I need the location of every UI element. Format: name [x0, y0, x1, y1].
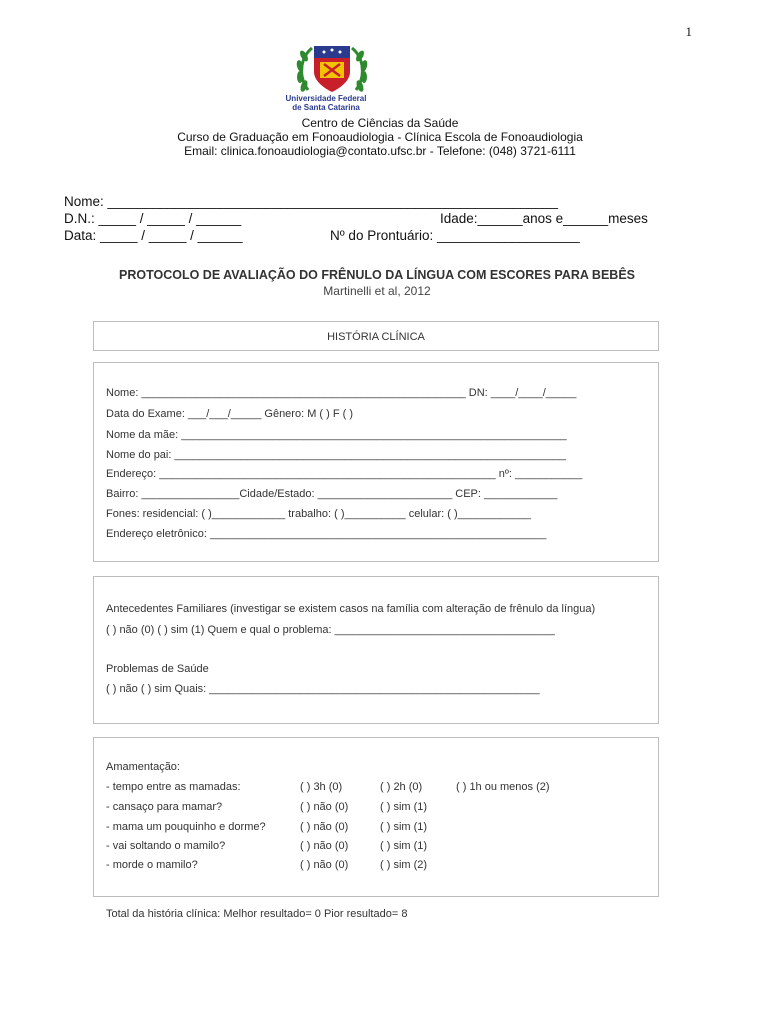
family-antecedents-label: Antecedentes Familiares (investigar se existem casos na família com alteração de frênulo da língua) — [106, 603, 596, 615]
option-3[interactable]: ( ) 1h ou menos (2) — [456, 781, 550, 793]
header-line-3: Email: clinica.fonoaudiologia@contato.ufsc.br - Telefone: (048) 3721-6111 — [184, 144, 576, 158]
option-2[interactable]: ( ) sim (1) — [380, 821, 428, 833]
clinical-history-header — [93, 321, 659, 351]
breastfeeding-heading: Amamentação: — [106, 761, 180, 773]
question: - mama um pouquinho e dorme? — [106, 821, 266, 833]
option-2[interactable]: ( ) sim (2) — [380, 859, 428, 871]
question: - tempo entre as mamadas: — [106, 781, 241, 793]
header-line-2: Curso de Graduação em Fonoaudiologia - Clínica Escola de Fonoaudiologia — [177, 130, 583, 144]
option-2[interactable]: ( ) 2h (0) — [380, 781, 423, 793]
patient-date-field[interactable]: Data: _____ / _____ / ______ — [64, 228, 243, 243]
option-2[interactable]: ( ) sim (1) — [380, 840, 428, 852]
question: - vai soltando o mamilo? — [106, 840, 226, 852]
header-line-1: Centro de Ciências da Saúde — [301, 116, 459, 130]
family-antecedents-options[interactable]: ( ) não (0) ( ) sim (1) Quem e qual o problema: ____________________________________ — [106, 624, 555, 636]
university-name-line2: de Santa Catarina — [292, 103, 360, 112]
health-problems-options[interactable]: ( ) não ( ) sim Quais: ______________________________________________________ — [106, 683, 540, 695]
id-line-name[interactable]: Nome: _____________________________________________________ DN: ____/____/_____ — [106, 387, 577, 399]
option-1[interactable]: ( ) não (0) — [300, 859, 349, 871]
patient-name-field[interactable]: Nome: ____________________________________________________________ — [64, 194, 558, 209]
id-line-mother[interactable]: Nome da mãe: _______________________________________________________________ — [106, 429, 567, 441]
id-line-father[interactable]: Nome do pai: ________________________________________________________________ — [106, 449, 567, 461]
id-line-email[interactable]: Endereço eletrônico: _______________________________________________________ — [106, 528, 547, 540]
health-problems-label: Problemas de Saúde — [106, 663, 209, 675]
question: - morde o mamilo? — [106, 859, 198, 871]
identification-section — [93, 362, 659, 562]
option-1[interactable]: ( ) não (0) — [300, 801, 349, 813]
option-1[interactable]: ( ) não (0) — [300, 840, 349, 852]
option-1[interactable]: ( ) 3h (0) — [300, 781, 343, 793]
protocol-title: PROTOCOLO DE AVALIAÇÃO DO FRÊNULO DA LÍNGUA COM ESCORES PARA BEBÊS — [119, 268, 635, 282]
university-name — [270, 94, 382, 112]
protocol-subtitle: Martinelli et al, 2012 — [323, 284, 431, 298]
patient-fields — [64, 193, 694, 244]
breastfeeding-section — [93, 737, 659, 897]
question: - cansaço para mamar? — [106, 801, 223, 813]
family-history-section — [93, 576, 659, 724]
patient-dob-field[interactable]: D.N.: _____ / _____ / ______ — [64, 211, 242, 226]
id-line-neighborhood[interactable]: Bairro: ________________Cidade/Estado: ______________________ CEP: ____________ — [106, 488, 558, 500]
patient-record-field[interactable]: Nº do Prontuário: ___________________ — [330, 228, 580, 243]
id-line-phones[interactable]: Fones: residencial: ( )____________ trabalho: ( )__________ celular: ( )____________ — [106, 508, 532, 520]
clinical-history-total: Total da história clínica: Melhor resultado= 0 Pior resultado= 8 — [106, 908, 408, 920]
clinical-history-label: HISTÓRIA CLÍNICA — [327, 331, 425, 343]
page-number: 1 — [685, 24, 692, 39]
option-2[interactable]: ( ) sim (1) — [380, 801, 428, 813]
institution-header — [100, 116, 660, 158]
id-line-exam-date[interactable]: Data do Exame: ___/___/_____ Gênero: M ( ) F ( ) — [106, 408, 354, 420]
option-1[interactable]: ( ) não (0) — [300, 821, 349, 833]
university-name-line1: Universidade Federal — [285, 94, 367, 103]
patient-age-field[interactable]: Idade:______anos e______meses — [440, 211, 648, 226]
id-line-address[interactable]: Endereço: _______________________________________________________ nº: ___________ — [106, 468, 583, 480]
